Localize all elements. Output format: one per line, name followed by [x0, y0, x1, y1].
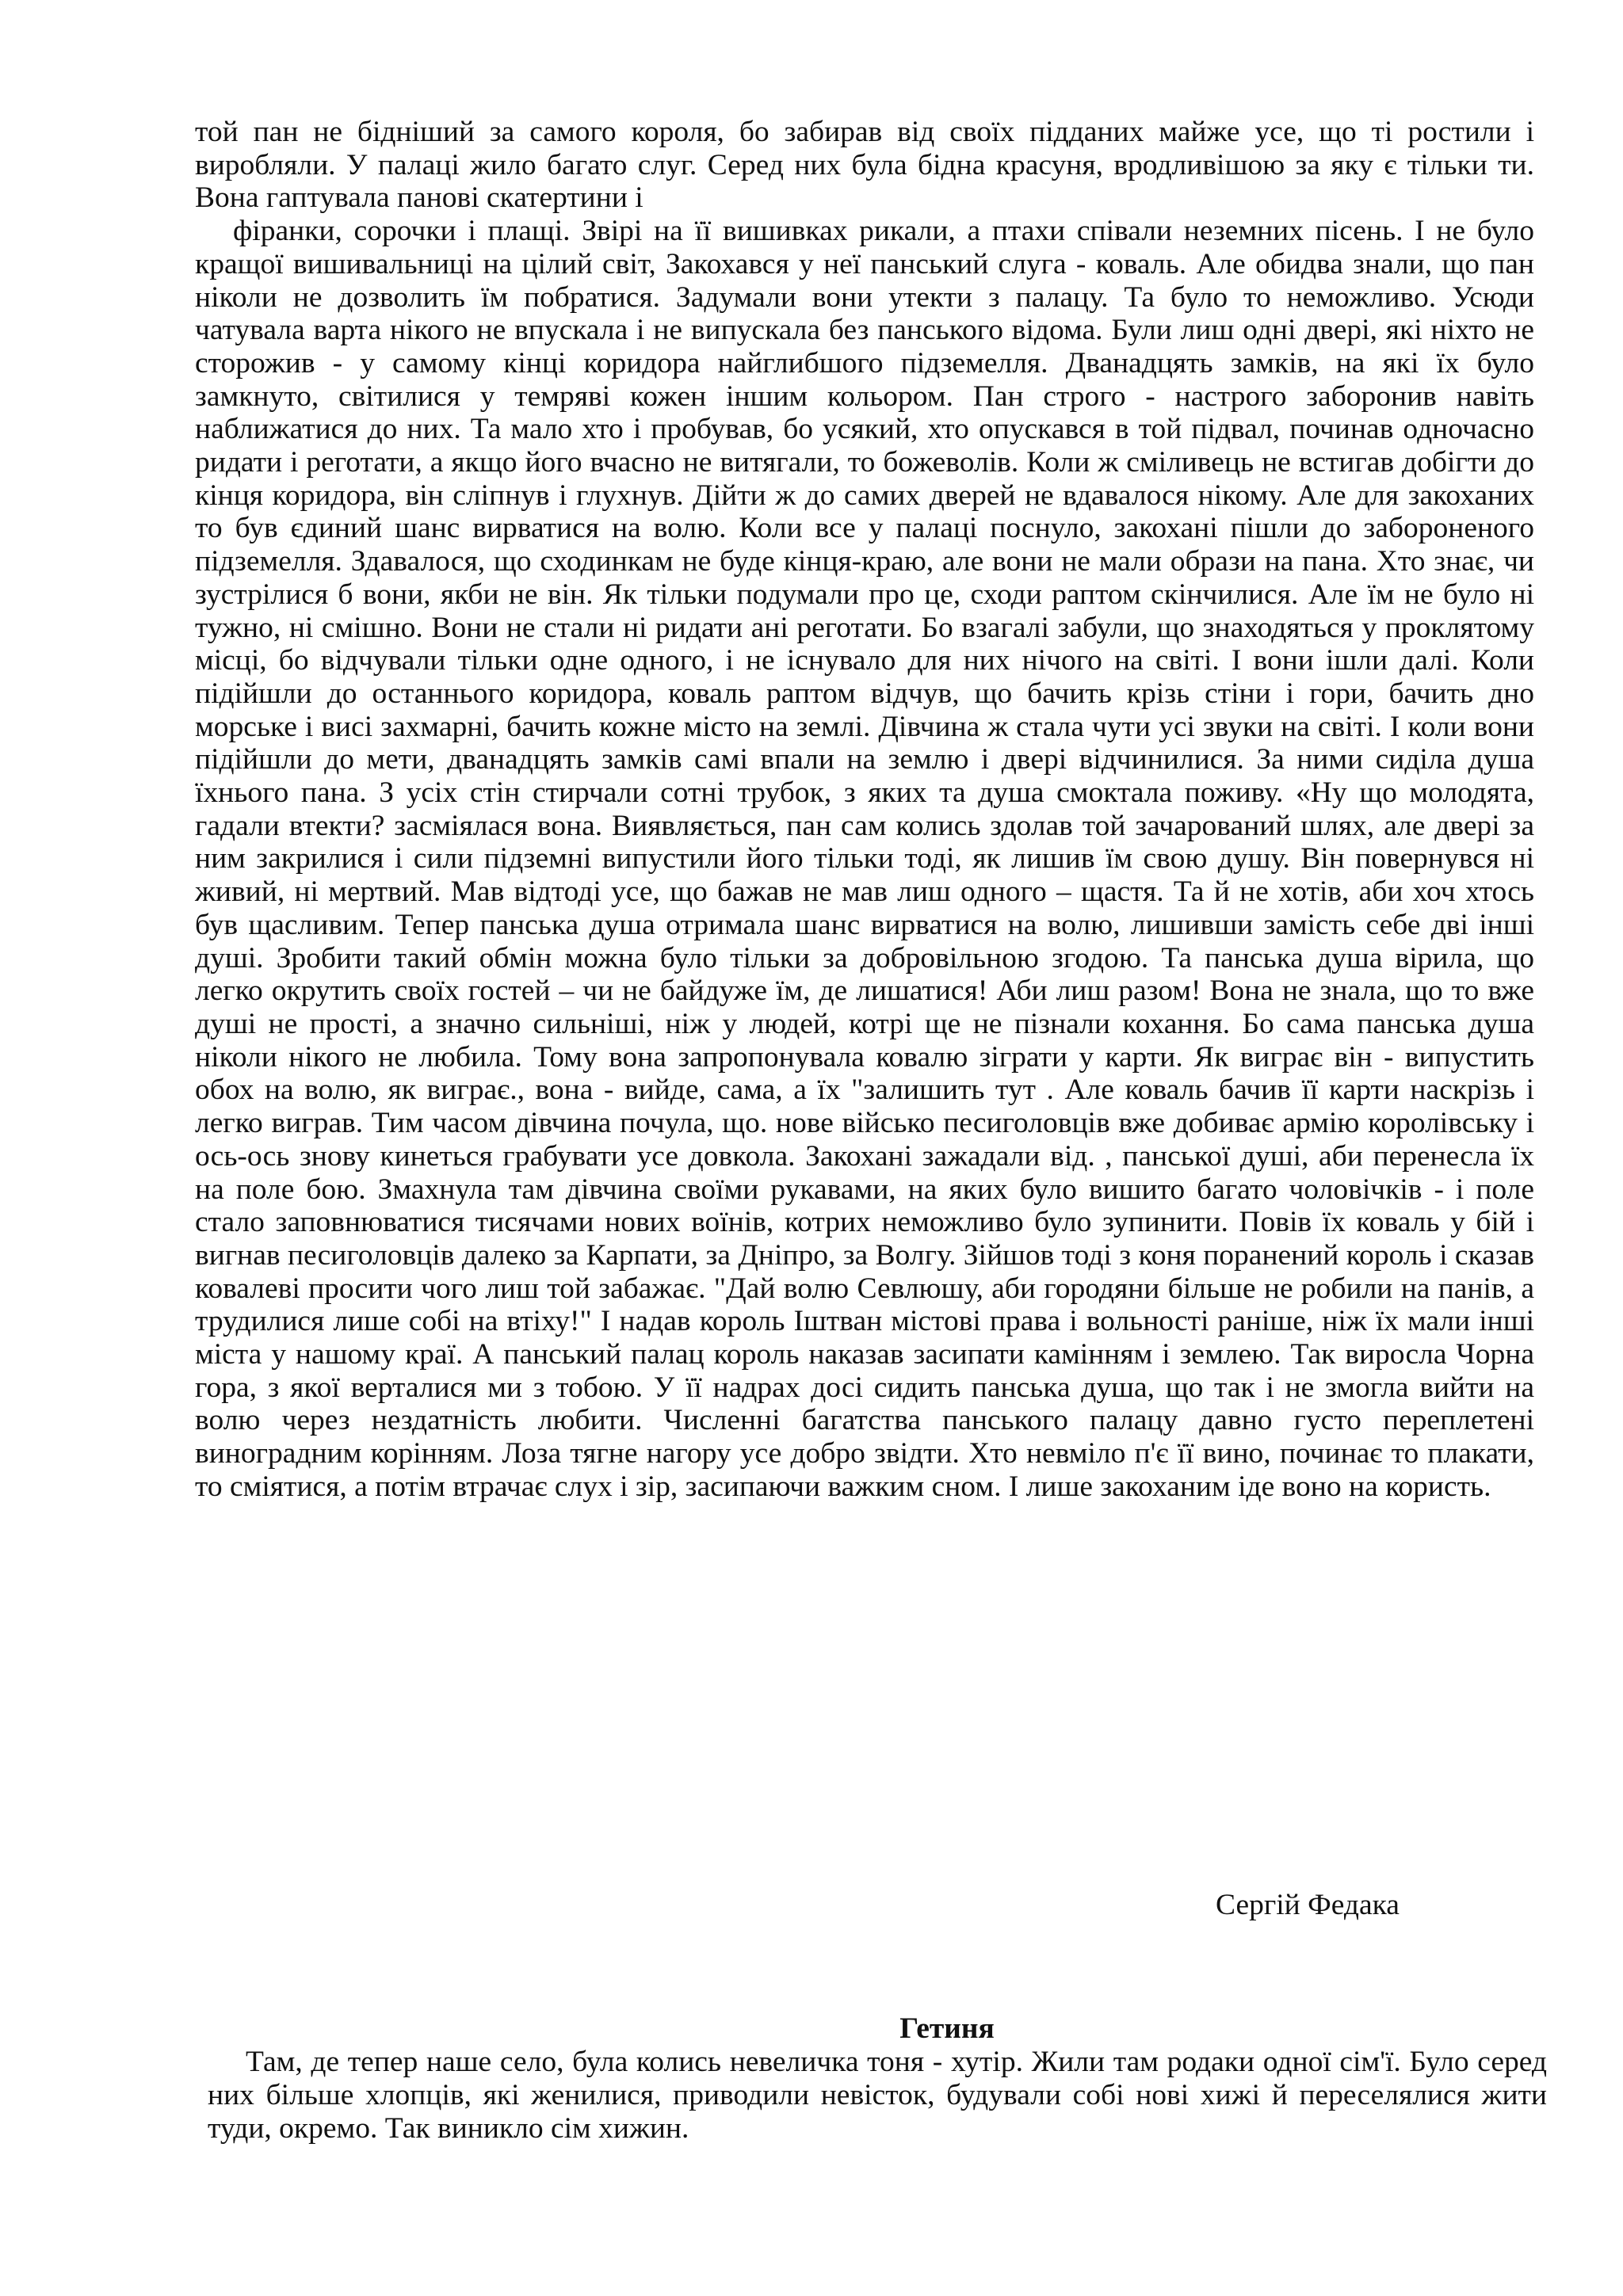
section-text — [208, 2046, 1547, 2145]
author-signature: Сергій Федака — [1216, 1889, 1400, 1921]
story-paragraph: той пан не бідніший за самого короля, бо забирав від своїх підданих майже усе, що ті ростили і виробляли. У палаці жило багато слуг. Серед них була бідна красуня, вродливішою за яку є тільки ти. Вона гаптувала панові скатертини і — [195, 116, 1534, 215]
story-paragraph: фіранки, сорочки і плащі. Звірі на її вишивках рикали, а птахи співали неземних пісень. І не було кращої вишивальниці на цілий світ, Закохався у неї панський слуга - коваль. Але обидва знали, що пан ніколи не дозволить їм побратися. Задумали вони утекти з палацу. Та було то неможливо. Усюди чатувала варта нікого не впускала і не випускала без панського відома. Були лиш одні двері, які ніхто не сторожив - у самому кінці коридора найглибшого підземелля. Дванадцять замків, на які їх було замкнуто, світилися у темряві кожен іншим кольором. Пан строго - настрого заборонив навіть наближатися до них. Та мало хто і пробував, бо усякий, хто опускався в той підвал, починав одночасно ридати і реготати, а якщо його вчасно не витягали, то божеволів. Коли ж сміливець не встигав добігти до кінця коридора, він сліпнув і глухнув. Дійти ж до самих дверей не вдавалося нікому. Але для закоханих то був єдиний шанс вирватися на волю. Коли все у палаці поснуло, закохані пішли до забороненого підземелля. Здавалося, що сходинкам не буде кінця-краю, але вони не мали образи на пана. Хто знає, чи зустрілися б вони, якби не він. Як тільки подумали про це, сходи раптом скінчилися. Але їм не було ні тужно, ні смішно. Вони не стали ні ридати ані реготати. Бо взагалі забули, що знаходяться у проклятому місці, бо відчували тільки одне одного, і не існувало для них нічого на світі. І вони ішли далі. Коли підійшли до останнього коридора, коваль раптом відчув, що бачить крізь стіни і гори, бачить дно морське і висі захмарні, бачить кожне місто на землі. Дівчина ж стала чути усі звуки на світі. І коли вони підійшли до мети, дванадцять замків самі впали на землю і двері відчинилися. За ними сиділа душа їхнього пана. З усіх стін стирчали сотні трубок, з яких та душа смоктала поживу. «Ну що молодята, гадали втекти? засміялася вона. Виявляється, пан сам колись здолав той зачарований шлях, але двері за ним закрилися і сили підземні випустили його тільки тоді, як лишив їм свою душу. Він повернувся ні живий, ні мертвий. Мав відтоді усе, що бажав не мав лиш одного – щастя. Та й не хотів, аби хоч хтось був щасливим. Тепер панська душа отримала шанс вирватися на волю, лишивши замість себе дві інші душі. Зробити такий обмін можна було тільки за добровільною згодою. Та панська душа вірила, що легко окрутить своїх гостей – чи не байдуже їм, де лишатися! Аби лиш разом! Вона не знала, що то вже душі не прості, а значно сильніші, ніж у людей, котрі ще не пізнали кохання. Бо сама панська душа ніколи нікого не любила. Тому вона запропонувала ковалю зіграти у карти. Як виграє він - випустить обох на волю, як виграє., вона - вийде, сама, а їх "залишить тут . Але коваль бачив її карти наскрізь і легко виграв. Тим часом дівчина почула, що. нове військо песиголовців вже добиває армію королівську і ось-ось знову кинеться грабувати усе довкола. Закохані зажадали від. , панської душі, аби перенесла їх на поле бою. Змахнула там дівчина своїми рукавами, на яких було вишито багато чоловічків - і поле стало заповнюватися тисячами нових воїнів, котрих неможливо було зупинити. Повів їх коваль у бій і вигнав песиголовців далеко за Карпати, за Дніпро, за Волгу. Зійшов тоді з коня поранений король і сказав ковалеві просити чого лиш той забажає. "Дай волю Севлюшу, аби городяни більше не робили на панів, а трудилися лише собі на втіху!" І надав король Іштван містові права і вольності раніше, ніж їх мали інші міста у нашому краї. А панський палац король наказав засипати камінням і землею. Так виросла Чорна гора, з якої верталися ми з тобою. У її надрах досі сидить панська душа, що так і не змогла вийти на волю через нездатність любити. Численні багатства панського палацу давно густо переплетені виноградним корінням. Лоза тягне нагору усе добро звідти. Хто невміло п'є її вино, починає то плакати, то сміятися, а потім втрачає слух і зір, засипаючи важким сном. І лише закоханим іде воно на користь. — [195, 215, 1534, 1503]
section-title: Гетиня — [899, 2012, 995, 2045]
story-text — [195, 116, 1534, 1504]
section-paragraph: Там, де тепер наше село, була колись невеличка тоня - хутір. Жили там родаки одної сім'ї. Було серед них більше хлопців, які женилися, приводили невісток, будували собі нові хижі й переселялися жити туди, окремо. Так виникло сім хижин. — [208, 2046, 1547, 2145]
